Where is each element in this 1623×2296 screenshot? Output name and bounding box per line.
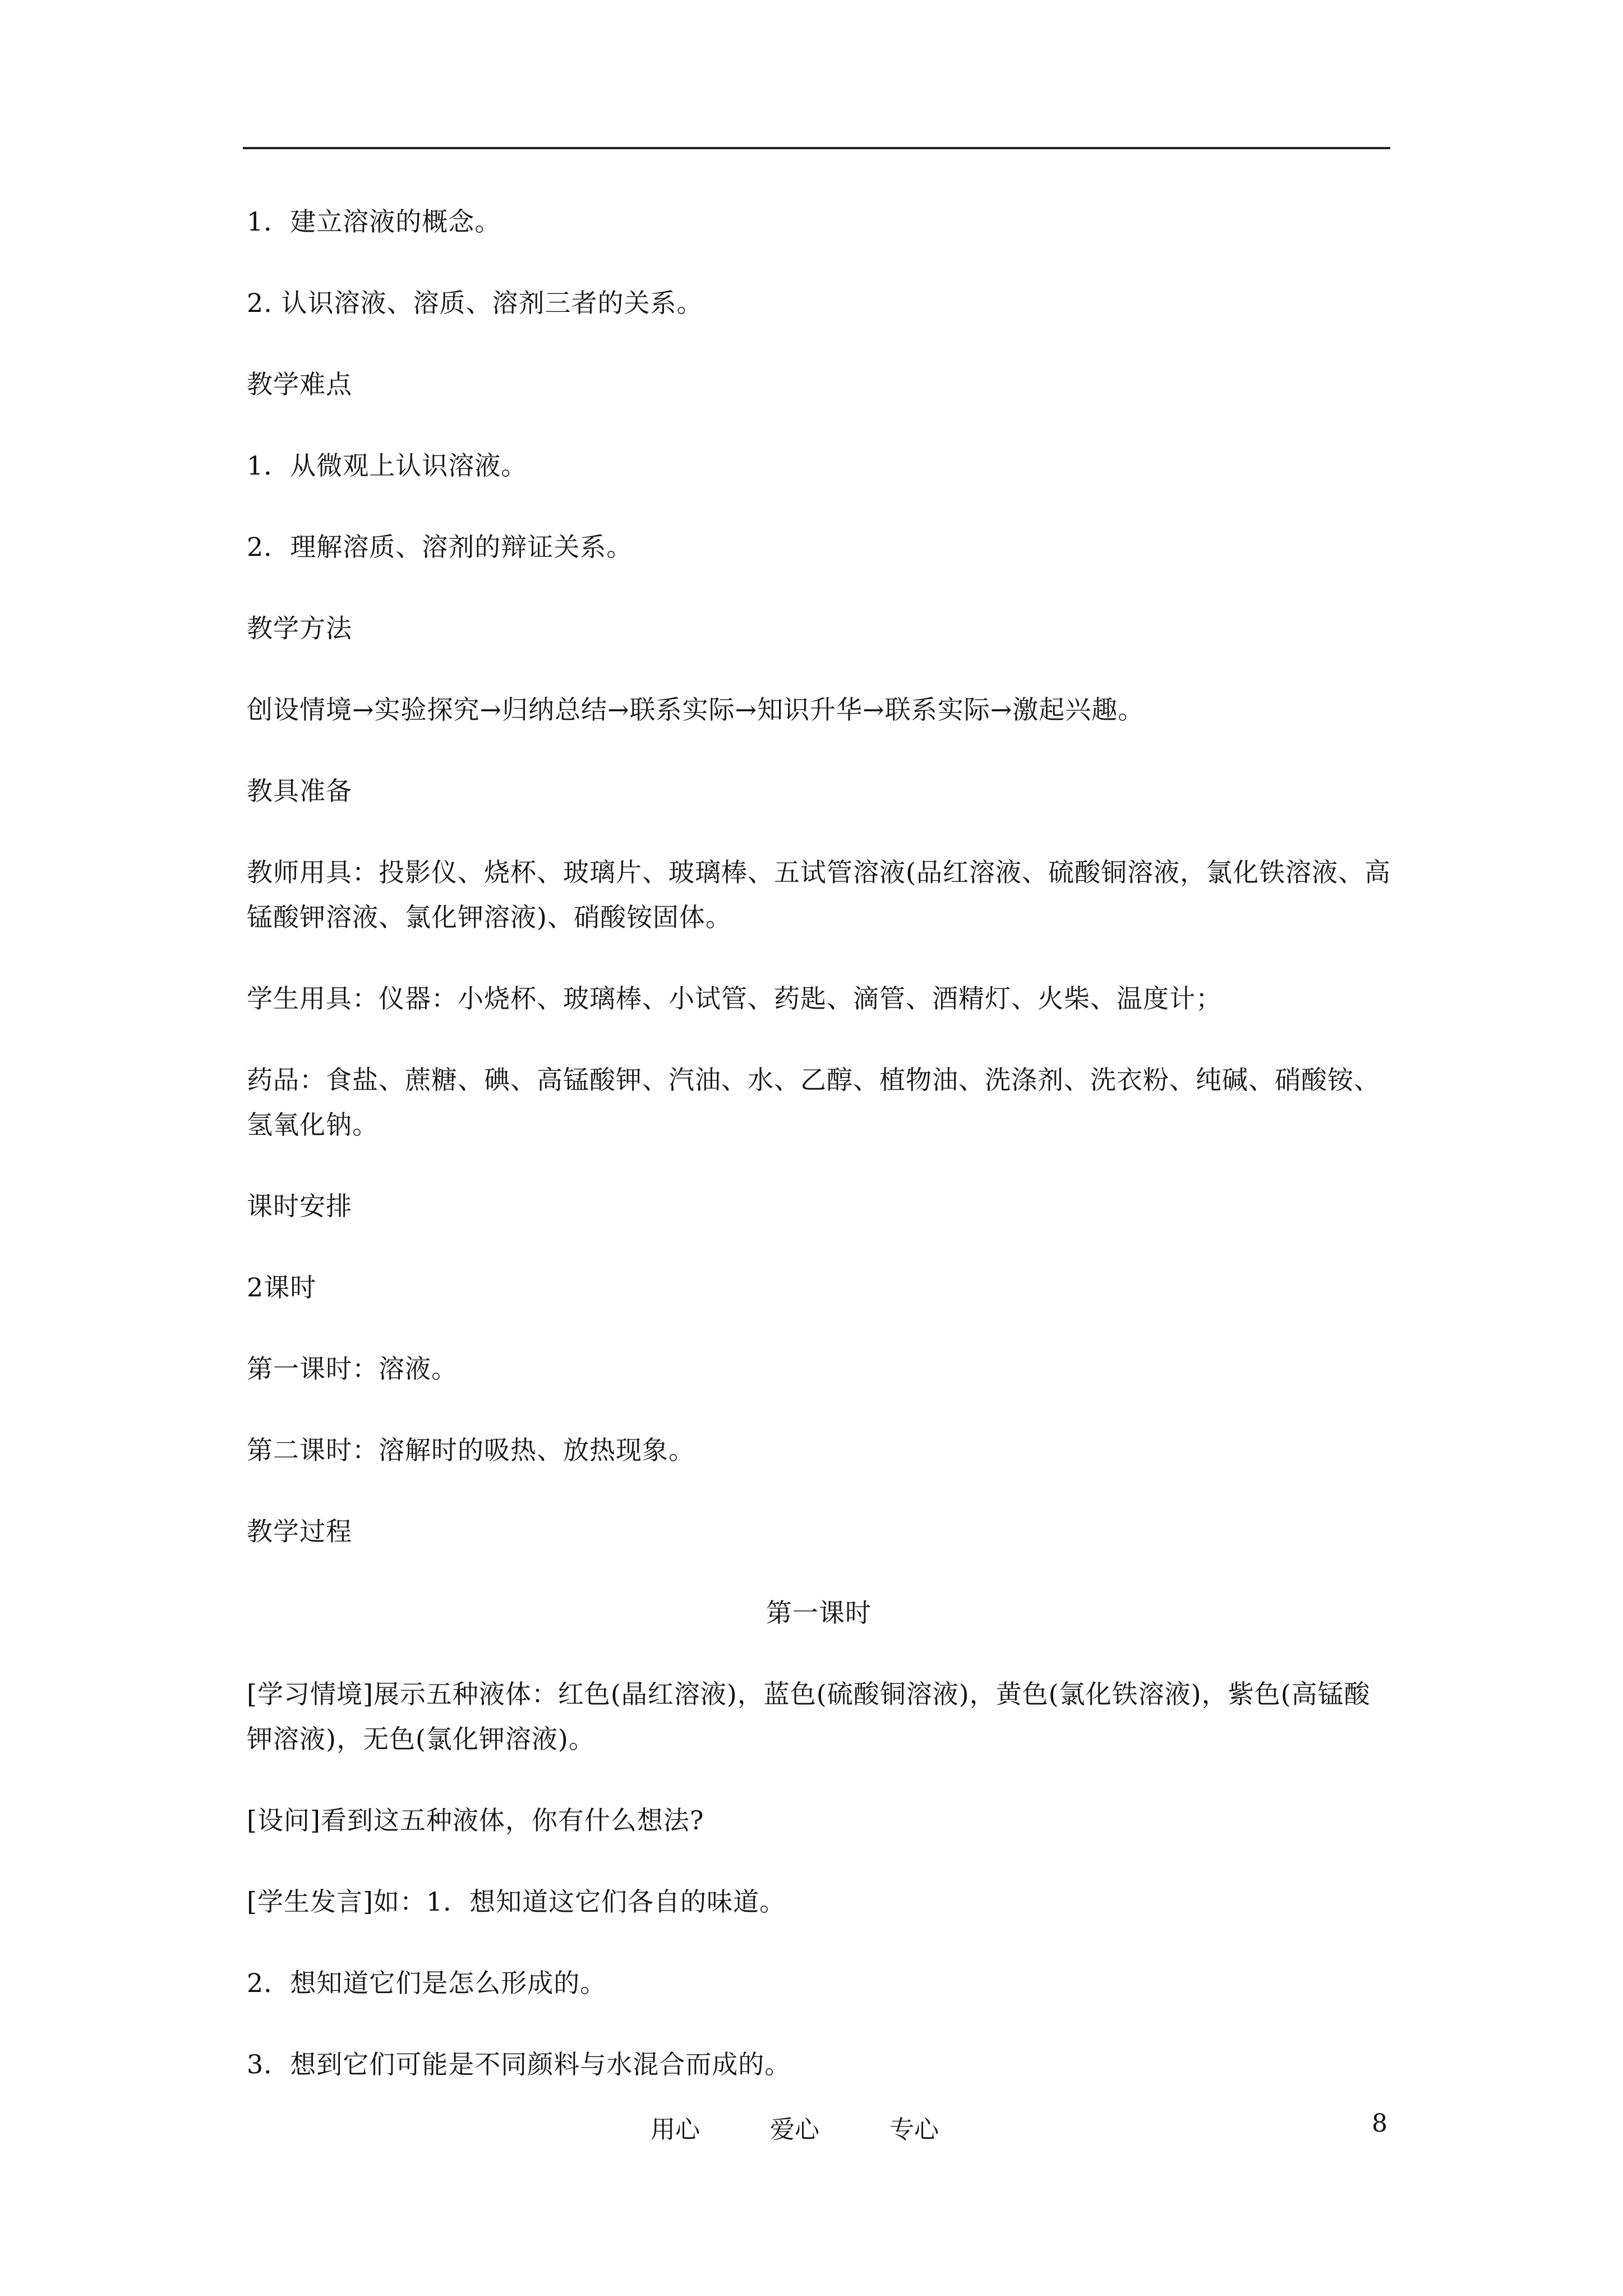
paragraph: 学生用具：仪器：小烧杯、玻璃棒、小试管、药匙、滴管、酒精灯、火柴、温度计； [247, 983, 1222, 1014]
header-rule [243, 147, 1390, 149]
document-body [247, 199, 1391, 2123]
paragraph: [学习情境]展示五种液体：红色(晶红溶液)，蓝色(硫酸铜溶液)，黄色(氯化铁溶液)，紫色(高锰酸钾溶液)，无色(氯化钾溶液)。 [247, 1679, 1371, 1754]
paragraph: 第一课时：溶液。 [247, 1354, 458, 1384]
lesson-title: 第一课时 [766, 1598, 872, 1628]
section-heading: 教学过程 [247, 1516, 352, 1547]
paragraph: 1．从微观上认识溶液。 [247, 450, 528, 481]
paragraph: [设问]看到这五种液体，你有什么想法? [247, 1805, 704, 1835]
paragraph: [学生发言]如：1．想知道这它们各自的味道。 [247, 1887, 786, 1917]
section-heading: 课时安排 [247, 1191, 352, 1221]
section-heading: 教学难点 [247, 369, 352, 399]
paragraph: 药品：食盐、蔗糖、碘、高锰酸钾、汽油、水、乙醇、植物油、洗涤剂、洗衣粉、纯碱、硝酸铵、氢氧化钠。 [247, 1065, 1380, 1140]
paragraph: 3．想到它们可能是不同颜料与水混合而成的。 [247, 2049, 791, 2079]
motto-word: 用心 [651, 2115, 700, 2144]
page-number: 8 [1372, 2109, 1387, 2138]
motto-word: 专心 [889, 2115, 939, 2144]
paragraph: 第二课时：溶解时的吸热、放热现象。 [247, 1435, 695, 1465]
paragraph: 1．建立溶液的概念。 [247, 206, 501, 237]
paragraph: 教师用具：投影仪、烧杯、玻璃片、玻璃棒、五试管溶液(品红溶液、硫酸铜溶液，氯化铁溶液、高锰酸钾溶液、氯化钾溶液)、硝酸铵固体。 [247, 857, 1391, 932]
paragraph: 2. 认识溶液、溶质、溶剂三者的关系。 [247, 288, 703, 318]
paragraph: 2．想知道它们是怎么形成的。 [247, 1968, 607, 1998]
paragraph: 创设情境→实验探究→归纳总结→联系实际→知识升华→联系实际→激起兴趣。 [247, 694, 1145, 725]
paragraph: 2课时 [247, 1272, 317, 1303]
paragraph: 2．理解溶质、溶剂的辩证关系。 [247, 532, 633, 562]
section-heading: 教学方法 [247, 613, 352, 643]
motto-word: 爱心 [770, 2115, 819, 2144]
footer-motto [651, 2109, 939, 2145]
section-heading: 教具准备 [247, 776, 352, 806]
page-footer [0, 2109, 1623, 2143]
